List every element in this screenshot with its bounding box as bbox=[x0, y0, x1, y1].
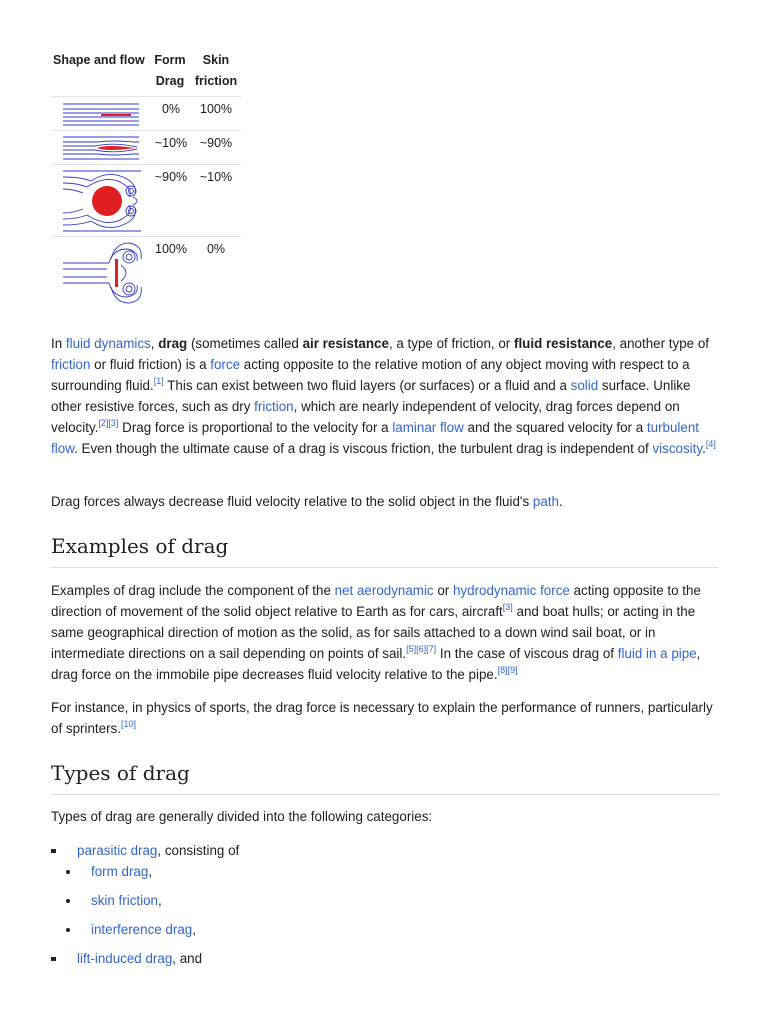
list-item-interference-drag bbox=[91, 919, 196, 940]
table-row bbox=[51, 236, 241, 309]
text-run: Examples of drag include the component of the bbox=[51, 583, 335, 598]
text-run: This can exist between two fluid layers (or surfaces) or a fluid and a bbox=[163, 378, 571, 393]
text-run: . bbox=[558, 494, 563, 509]
text-run: and the squared velocity for a bbox=[463, 420, 647, 435]
link-interference-drag[interactable]: interference drag bbox=[91, 922, 193, 937]
skin-friction-value: ~90% bbox=[199, 136, 233, 150]
list-item-form-drag bbox=[91, 861, 152, 882]
text-run: , and bbox=[172, 951, 203, 966]
flat-plate-parallel-flow-icon[interactable] bbox=[61, 101, 141, 127]
citation-6[interactable]: [6] bbox=[416, 644, 427, 654]
citation-4[interactable]: [4] bbox=[705, 439, 716, 449]
list-item-lift-induced-drag bbox=[77, 948, 202, 969]
table-row bbox=[51, 164, 241, 237]
header-form-line1: Form bbox=[154, 53, 186, 67]
text-run: . bbox=[702, 441, 706, 456]
link-friction-dry[interactable]: friction bbox=[254, 399, 294, 414]
form-drag-value: ~90% bbox=[154, 170, 188, 184]
text-run: or bbox=[433, 583, 453, 598]
text-run: , bbox=[148, 864, 153, 879]
citation-8[interactable]: [8] bbox=[497, 665, 508, 675]
link-viscosity[interactable]: viscosity bbox=[652, 441, 703, 456]
header-form-line2: Drag bbox=[155, 74, 185, 88]
table-row bbox=[51, 130, 241, 165]
text-run: , consisting of bbox=[157, 843, 240, 858]
header-skin-friction bbox=[193, 50, 239, 92]
text-run: or fluid friction) is a bbox=[90, 357, 211, 372]
list-bullet bbox=[51, 957, 56, 961]
link-form-drag[interactable]: form drag bbox=[91, 864, 149, 879]
list-bullet bbox=[51, 849, 56, 853]
text-run: , which are nearly independent of velocity, drag forces depend on velocity. bbox=[51, 399, 680, 435]
text-run: Drag force is proportional to the velocity for a bbox=[118, 420, 393, 435]
link-force[interactable]: force bbox=[210, 357, 241, 372]
header-shape-and-flow: Shape and flow bbox=[53, 53, 145, 67]
text-run: In bbox=[51, 336, 66, 351]
text-run: Drag forces always decrease fluid velocity relative to the solid object in the fluid's bbox=[51, 494, 533, 509]
text-run: , another type of bbox=[612, 336, 709, 351]
form-drag-value: ~10% bbox=[154, 136, 188, 150]
link-fluid-dynamics[interactable]: fluid dynamics bbox=[65, 336, 151, 351]
list-bullet bbox=[66, 928, 70, 932]
skin-friction-value: 100% bbox=[200, 102, 232, 116]
flat-plate-perpendicular-flow-icon[interactable] bbox=[61, 239, 143, 307]
examples-paragraph bbox=[51, 580, 723, 685]
intro-paragraph-2 bbox=[51, 491, 723, 512]
link-path[interactable]: path bbox=[532, 494, 559, 509]
text-run: In the case of viscous drag of bbox=[436, 646, 618, 661]
text-run: (sometimes called bbox=[187, 336, 303, 351]
citation-3[interactable]: [3] bbox=[108, 418, 119, 428]
header-form-drag bbox=[154, 50, 186, 92]
form-drag-value: 0% bbox=[161, 102, 181, 116]
text-run: surface. Unlike other resistive forces, such as dry bbox=[51, 378, 691, 414]
circular-cylinder-flow-icon[interactable] bbox=[61, 167, 143, 235]
types-intro: Types of drag are generally divided into the following categories: bbox=[51, 809, 433, 824]
citation-10[interactable]: [10] bbox=[120, 719, 136, 729]
citation-7[interactable]: [7] bbox=[426, 644, 437, 654]
streamlined-body-flow-icon[interactable] bbox=[61, 134, 141, 162]
text-run: , drag force on the immobile pipe decreases fluid velocity relative to the pipe. bbox=[51, 646, 701, 682]
text-run: acting opposite to the direction of movement of the solid object relative to Earth as for cars, aircraft bbox=[51, 583, 701, 619]
citation-5[interactable]: [5] bbox=[406, 644, 417, 654]
list-bullet bbox=[66, 870, 70, 874]
header-skin-line2: friction bbox=[194, 74, 238, 88]
link-solid[interactable]: solid bbox=[570, 378, 599, 393]
text-run: , a type of friction, or bbox=[388, 336, 514, 351]
term-fluid-resistance: fluid resistance bbox=[513, 336, 613, 351]
text-run: , bbox=[157, 893, 162, 908]
header-skin-line1: Skin bbox=[202, 53, 230, 67]
form-drag-value: 100% bbox=[155, 242, 187, 256]
list-item-parasitic-drag bbox=[77, 840, 239, 861]
term-drag: drag bbox=[158, 336, 188, 351]
link-net-aerodynamic[interactable]: net aerodynamic bbox=[334, 583, 434, 598]
examples-paragraph-2 bbox=[51, 697, 723, 739]
text-run: , bbox=[150, 336, 159, 351]
citation-3[interactable]: [3] bbox=[502, 602, 513, 612]
citation-9[interactable]: [9] bbox=[507, 665, 518, 675]
link-turbulent-flow[interactable]: turbulent flow bbox=[51, 420, 700, 456]
term-air-resistance: air resistance bbox=[302, 336, 389, 351]
skin-friction-value: 0% bbox=[206, 242, 226, 256]
link-hydrodynamic-force[interactable]: hydrodynamic force bbox=[452, 583, 570, 598]
list-bullet bbox=[66, 899, 70, 903]
section-heading-types: Types of drag bbox=[51, 758, 718, 795]
link-fluid-in-a-pipe[interactable]: fluid in a pipe bbox=[617, 646, 697, 661]
text-run: and boat hulls; or acting in the same geographical direction of motion as the solid, as for sails attached to a down wind sail boat, or in intermediate directions on a sail depending on points of sail. bbox=[51, 604, 696, 661]
skin-friction-value: ~10% bbox=[199, 170, 233, 184]
section-heading-examples: Examples of drag bbox=[51, 531, 718, 568]
link-skin-friction[interactable]: skin friction bbox=[91, 893, 158, 908]
text-run: , bbox=[192, 922, 196, 937]
intro-paragraph bbox=[51, 333, 723, 459]
text-run: acting opposite to the relative motion of any object moving with respect to a surrounding fluid. bbox=[51, 357, 690, 393]
citation-1[interactable]: [1] bbox=[153, 376, 164, 386]
link-friction[interactable]: friction bbox=[51, 357, 91, 372]
citation-2[interactable]: [2] bbox=[98, 418, 109, 428]
text-run: . Even though the ultimate cause of a drag is viscous friction, the turbulent drag is independent of bbox=[74, 441, 653, 456]
link-laminar-flow[interactable]: laminar flow bbox=[392, 420, 464, 435]
list-item-skin-friction bbox=[91, 890, 162, 911]
text-run: For instance, in physics of sports, the drag force is necessary to explain the performance of runners, particularly of sprinters. bbox=[51, 700, 713, 736]
link-parasitic-drag[interactable]: parasitic drag bbox=[77, 843, 158, 858]
link-lift-induced-drag[interactable]: lift-induced drag bbox=[77, 951, 173, 966]
table-row bbox=[51, 96, 241, 131]
